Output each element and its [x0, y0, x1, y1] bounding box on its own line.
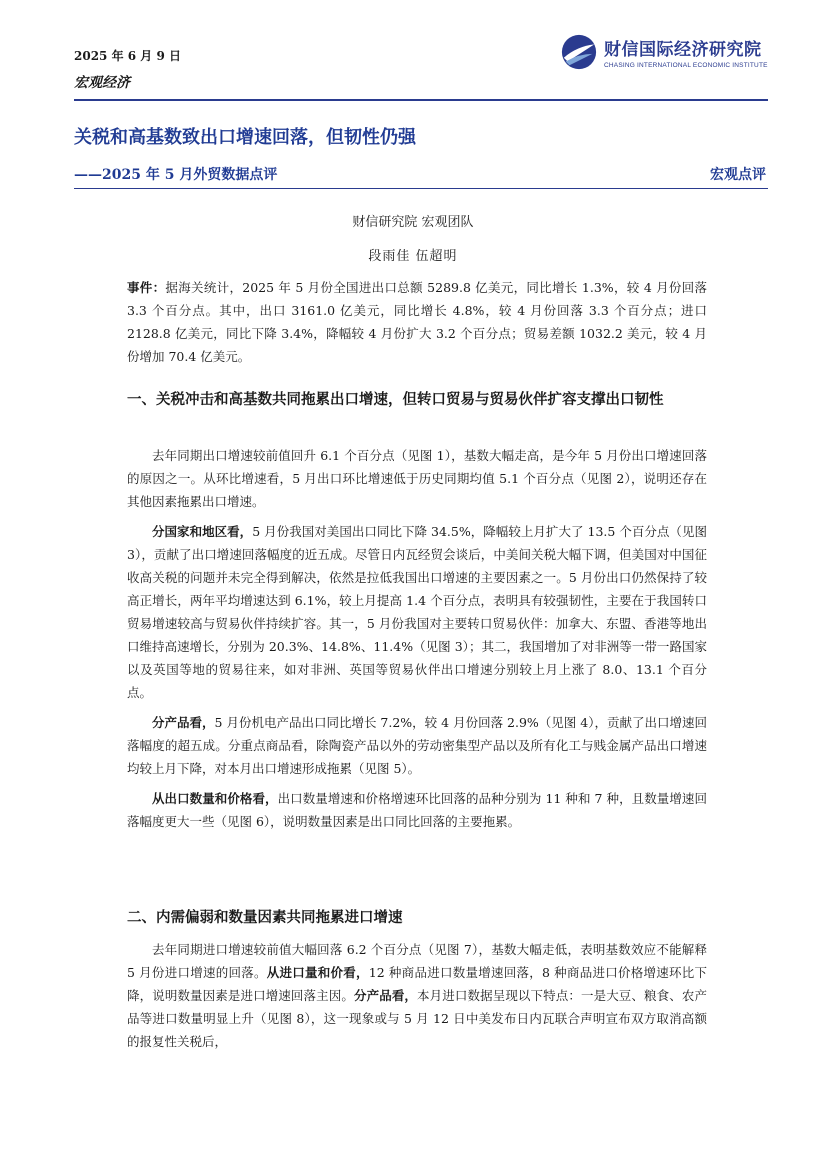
section-1-paragraph-4: [127, 787, 707, 833]
logo-english-name: CHASING INTERNATIONAL ECONOMIC INSTITUTE: [604, 62, 768, 69]
report-date: 2025 年 6 月 9 日: [74, 49, 181, 63]
authors: 段雨佳 伍超明: [368, 249, 458, 264]
event-block: [127, 276, 707, 376]
section-2-lead-2: 分产品看，: [353, 988, 418, 1003]
section-1-paragraph-2: [127, 520, 707, 704]
section-2-paragraph-1-b: 12 种商品进口数量增速回落，8 种商品进口价格增速环比下降，说明数量因素是进口增速回落主因。: [127, 965, 707, 1003]
title-divider: [74, 188, 768, 189]
report-category: 宏观经济: [74, 75, 130, 91]
logo-chinese-name: 财信国际经济研究院: [604, 40, 762, 60]
report-subtitle: ——2025 年 5 月外贸数据点评: [74, 167, 278, 183]
report-type-tag: 宏观点评: [710, 167, 766, 183]
section-1-paragraph-2-text: 5 月份我国对美国出口同比下降 34.5%，降幅较上月扩大了 13.5 个百分点（见图 3），贡献了出口增速回落幅度的近五成。尽管日内瓦经贸会谈后，中美间关税大幅下调，但美国对中国征收高关税的问题并未完全得到解决，依然是拉低我国出口增速的主要因素之一。5 月份出口仍然保持了较高正增长，两年平均增速达到 6.1%，较上月提高 1.4 个百分点，表明具有较强韧性，主要在于我国转口贸易增速较高与贸易伙伴持续扩容。其一，5 月份我国对主要转口贸易伙伴：加拿大、东盟、香港等地出口维持高速增长，分别为 20.3%、14.8%、11.4%（见图 3）；其二，我国增加了对非洲等一带一路国家以及英国等地的贸易往来，如对非洲、英国等贸易伙伴出口增速分别较上月上涨了 8.0、13.1 个百分点。: [127, 524, 707, 700]
event-paragraph: [127, 276, 707, 368]
section-1-body: [127, 444, 707, 840]
header-divider: [74, 99, 768, 101]
event-text: 据海关统计，2025 年 5 月份全国进出口总额 5289.8 亿美元，同比增长 1.3%，较 4 月份回落 3.3 个百分点。其中，出口 3161.0 亿美元，同比增长 4.8%，较 4 月份回落 3.3 个百分点；进口 2128.8 亿美元，同比下降 3.4%，降幅较 4 月份扩大 3.2 个百分点；贸易差额 1032.2 美元，较 4 月份增加 70.4 亿美元。: [127, 280, 707, 364]
section-1-paragraph-4-text: 出口数量增速和价格增速环比回落的品种分别为 11 种和 7 种，且数量增速回落幅度更大一些（见图 6），说明数量因素是出口同比回落的主要拖累。: [127, 791, 707, 829]
institute-logo: [560, 30, 770, 74]
event-label: 事件：: [127, 280, 166, 295]
research-team: 财信研究院 宏观团队: [352, 215, 474, 230]
section-2-paragraph-1-c: 本月进口数据呈现以下特点：一是大豆、粮食、农产品等进口数量明显上升（见图 8），这一现象或与 5 月 12 日中美发布日内瓦联合声明宣布双方取消高额的报复性关税后，: [127, 988, 707, 1049]
section-1-paragraph-3-text: 5 月份机电产品出口同比增长 7.2%，较 4 月份回落 2.9%（见图 4），贡献了出口增速回落幅度的超五成。分重点商品看，除陶瓷产品以外的劳动密集型产品以及所有化工与贱金属产品出口增速均较上月下降，对本月出口增速形成拖累（见图 5）。: [127, 715, 707, 776]
section-1-heading: 一、关税冲击和高基数共同拖累出口增速，但转口贸易与贸易伙伴扩容支撑出口韧性: [127, 391, 664, 408]
section-2-paragraph-1: [127, 938, 707, 1053]
section-1-paragraph-3-lead: 分产品看，: [152, 715, 215, 730]
section-1-paragraph-2-lead: 分国家和地区看，: [152, 524, 253, 539]
section-2-paragraph-1-a: 去年同期进口增速较前值大幅回落 6.2 个百分点（见图 7），基数大幅走低，表明基数效应不能解释 5 月份进口增速的回落。: [127, 942, 707, 980]
section-2-body: [127, 938, 707, 1060]
section-1-paragraph-1: 去年同期出口增速较前值回升 6.1 个百分点（见图 1），基数大幅走高，是今年 5 月份出口增速回落的原因之一。从环比增速看，5 月出口环比增速低于历史同期均值 5.1 个百分点（见图 2），说明还存在其他因素拖累出口增速。: [127, 448, 707, 509]
section-1-paragraph-3: [127, 711, 707, 780]
section-2-heading: 二、内需偏弱和数量因素共同拖累进口增速: [127, 909, 403, 926]
section-2-lead-1: 从进口量和价看，: [266, 965, 369, 980]
report-title: 关税和高基数致出口增速回落，但韧性仍强: [74, 127, 416, 148]
section-1-paragraph-4-lead: 从出口数量和价格看，: [152, 791, 278, 806]
institute-logo-icon: [560, 33, 598, 71]
